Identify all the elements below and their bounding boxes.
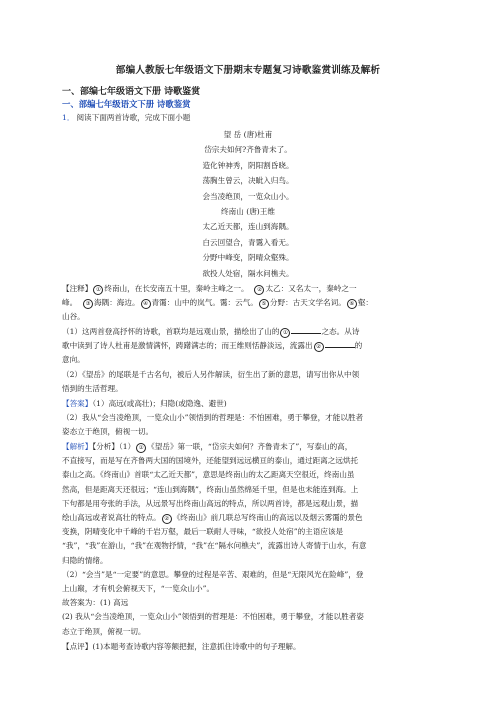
- circled-number: ⑥: [347, 299, 357, 309]
- answer-blank[interactable]: [325, 339, 355, 348]
- note-line: 峰。 ③ 海隅：海边。 ④ 青霭：山中的岚气。霭：云气。 ⑤ 分野：古天文学名词。 ⑥ 壑：: [62, 298, 374, 308]
- circled-number: ③: [83, 299, 93, 309]
- poem-line: 造化钟神秀，阴阳割昏晓。: [202, 160, 294, 170]
- subquestion-1: （1）这两首登高抒怀的诗歌，首联均是远观山景，描绘出了山的 ① 之态。从诗 歌中读到了诗人杜甫是激情满怀，踌躇满志的；而王维则恬静淡远，流露出 ② 的 意向。: [62, 327, 363, 365]
- poem-title: 终南山 (唐)王维: [221, 206, 275, 216]
- poem-line: 荡胸生曾云，决眦入归鸟。: [202, 176, 294, 186]
- note-label: 【注释】: [62, 284, 93, 293]
- poem-wangyue: [0, 127, 496, 281]
- section-heading: 一、部编七年级语文下册 诗歌鉴赏: [62, 87, 201, 97]
- circled-number: ④: [141, 299, 151, 309]
- poem-line: 岱宗夫如何?齐鲁青未了。: [204, 145, 292, 155]
- comment-block: 【点评】(1)本题考查诗歌内容等额把握，注意抓住诗歌中的句子理解。: [62, 642, 301, 651]
- analysis-block: 【解析】【分析】（1） ① 《望岳》第一联，“岱宗夫如何？齐鲁青未了”，写泰山的高， 不直接写，而是写在齐鲁两大国的国境外，还能望到远远横亘的泰山，通过距离之远烘托 泰山之高。《终南山》首联“太乙近天都”，意思是终南山的太乙距离天空很近，终南山虽 然高，但是距离天还很远；“连山到海隅”，终南山虽然绵延千里，但是也未能连到海。上 下句都是用夸张的手法，从远景写出终南山高远的特点，所以两首诗，都是远观山景，描 绘山高远或者说高壮的特点。 ② 《终南山》前几联总写终南山的高远以及烟云雾霭的景色 变换，阴晴变化中千峰的千岩万壑，最后一联耐人寻味，“欲投人处宿”的主语应该是 “我”，“我”在游山，“我”在观物抒情，“我”在“隔水问樵夫”，流露出诗人寄情于山水，有意 归隐的情绪。 （2）“会当”是“一定要”的意思。攀登的过程是辛苦、艰难的，但是“无限风光在险峰”，登 上山巅，才有机会俯视天下，“一览众山小”。 故答案为：(1) 高远 (2) 我从“会当凌绝顶，一览众山小”领悟到的哲理是：不怕困难，勇于攀登，才能以胜者姿 态立于绝顶，俯视一切。: [62, 442, 367, 636]
- poem-line: 分野中峰变，阴晴众壑殊。: [202, 253, 294, 263]
- document-title: 部编人教版七年级语文下册期末专题复习诗歌鉴赏训练及解析: [115, 65, 381, 76]
- circled-number: ②: [254, 285, 264, 295]
- analysis-label: 【解析】: [62, 442, 93, 451]
- section-subheading: 一、部编七年级语文下册 诗歌鉴赏: [62, 99, 191, 109]
- question-number: 1．: [62, 113, 75, 122]
- poem-line: 欲投人处宿，隔水问樵夫。: [202, 268, 294, 278]
- question-text: 阅读下面两首诗歌，完成下面小题: [76, 113, 191, 122]
- note-line: 山谷。: [62, 312, 85, 322]
- circled-number: ①: [280, 328, 290, 338]
- question-1: [62, 112, 190, 123]
- poem-line: 会当凌绝顶，一览众山小。: [202, 191, 294, 201]
- poem-line: 白云回望合，青霭入看无。: [202, 237, 294, 247]
- note-line: 【注释】 ① 终南山，在长安南五十里，秦岭主峰之一。 ② 太乙：又名太一，秦岭之一: [62, 284, 357, 293]
- circled-number: ①: [136, 443, 146, 453]
- circled-number: ⑤: [259, 299, 269, 309]
- circled-number: ②: [162, 514, 172, 524]
- circled-number: ①: [93, 285, 103, 295]
- poem-title: 望 岳 (唐)杜甫: [223, 130, 273, 139]
- subquestion-2: （2）《望岳》的尾联是千古名句，被后人另作解读，衍生出了新的意思，请写出你从中领 悟到的生活哲理。: [62, 370, 360, 394]
- annotation-notes: [62, 282, 434, 325]
- answer-label: 【答案】: [62, 399, 93, 408]
- answer-block: 【答案】（1）高远(或高壮)；归隐(或隐逸、避世) （2）我从“会当凌绝顶，一览众山小”领悟到的哲理是：不怕困难，勇于攀登，才能以胜者 姿态立于绝顶，俯视一切。: [62, 399, 364, 437]
- answer-blank[interactable]: [291, 325, 321, 334]
- comment-label: 【点评】: [62, 642, 93, 651]
- circled-number: ②: [314, 342, 324, 352]
- poem-line: 太乙近天都，连山到海隅。: [202, 222, 294, 232]
